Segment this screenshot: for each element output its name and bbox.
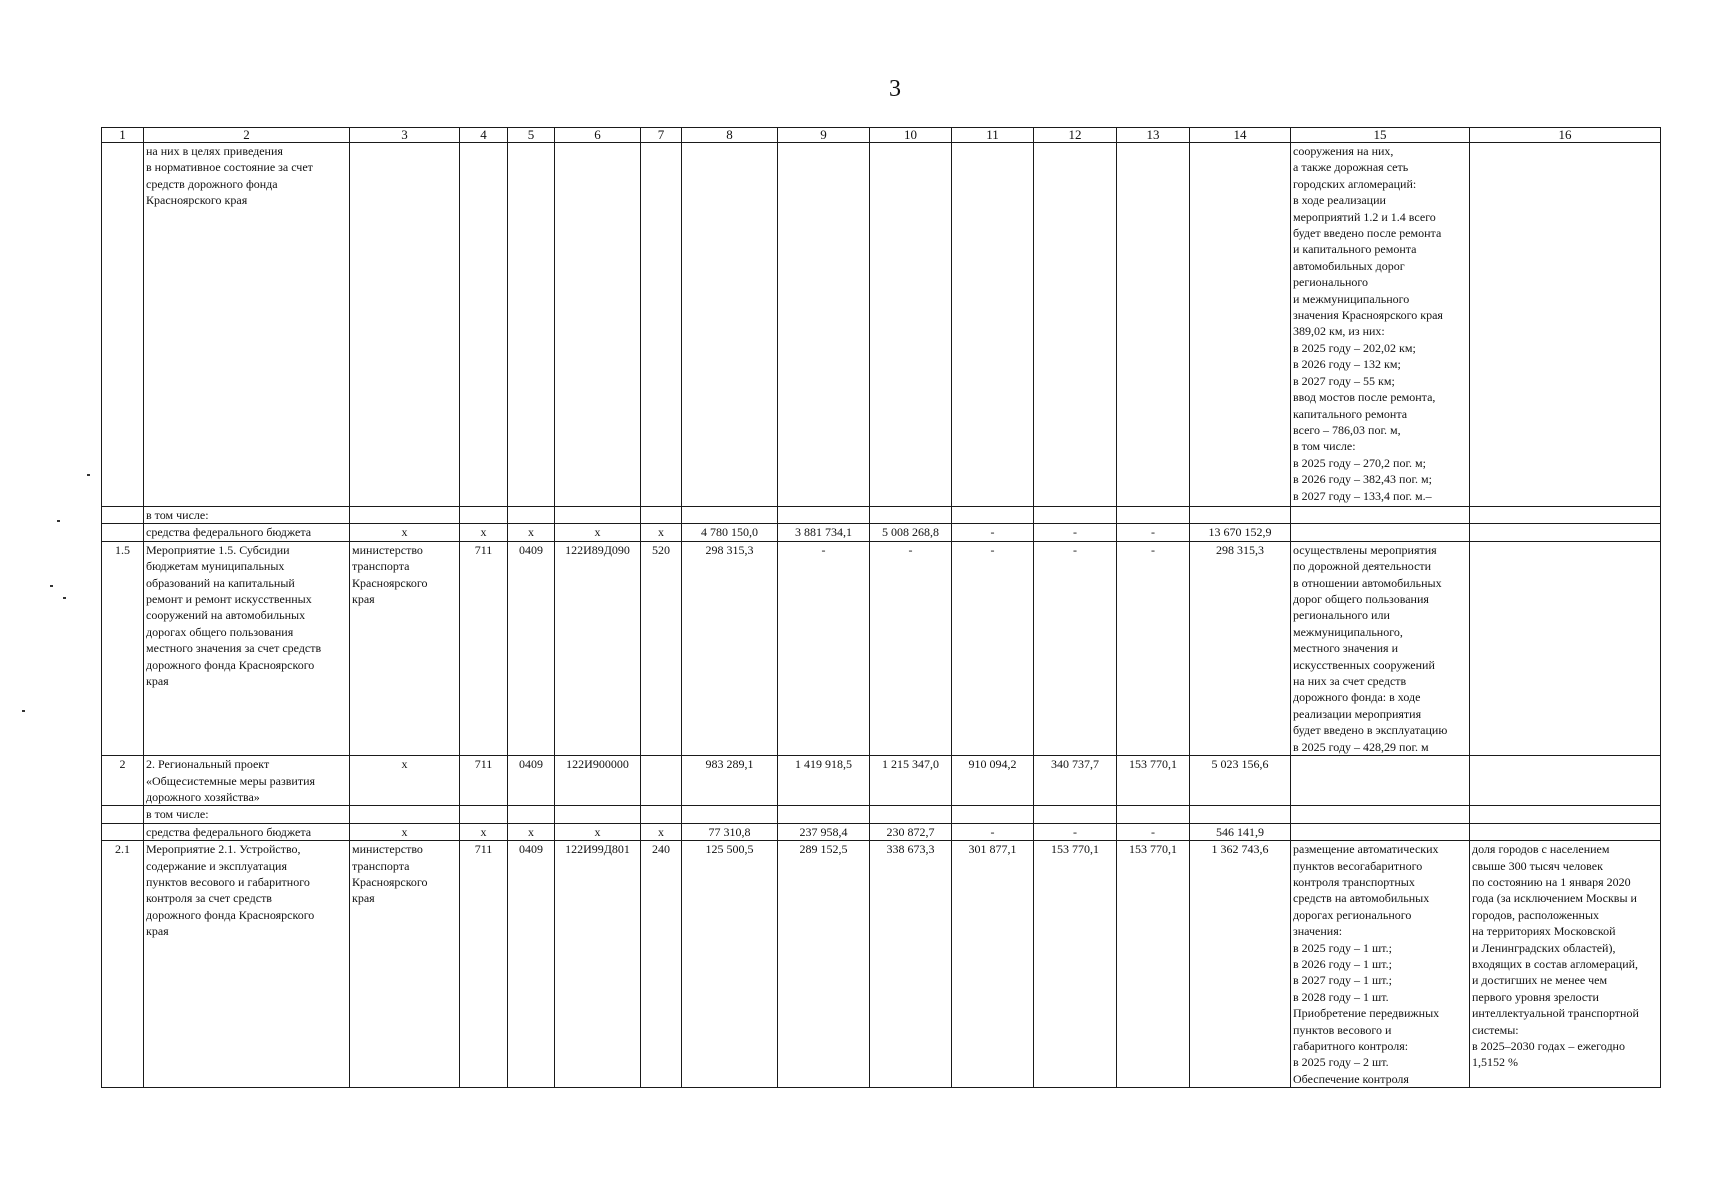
cell-value: х	[350, 756, 460, 806]
cell-value: 338 673,3	[870, 841, 952, 1088]
header-cell: 11	[952, 128, 1034, 143]
table-row-2	[102, 756, 1661, 806]
cell-value: 289 152,5	[778, 841, 870, 1088]
cell-value: х	[641, 524, 682, 541]
cell-value: 546 141,9	[1190, 823, 1291, 840]
table-row-continuation	[102, 143, 1661, 507]
cell-value: -	[1117, 541, 1190, 755]
cell-value: х	[350, 823, 460, 840]
cell-name: в том числе:	[144, 507, 350, 524]
cell-value: 301 877,1	[952, 841, 1034, 1088]
cell-value: -	[870, 541, 952, 755]
header-cell: 8	[682, 128, 778, 143]
cell-number: 1.5	[102, 541, 144, 755]
cell-value: х	[460, 823, 508, 840]
header-cell: 9	[778, 128, 870, 143]
cell-value: 3 881 734,1	[778, 524, 870, 541]
cell-value: 237 958,4	[778, 823, 870, 840]
cell-value: 0409	[508, 541, 555, 755]
program-table	[101, 127, 1661, 1088]
cell-name: на них в целях приведения в нормативное состояние за счет средств дорожного фонда Красноярского края	[144, 143, 350, 507]
cell-value: -	[952, 524, 1034, 541]
cell-name: 2. Региональный проект «Общесистемные меры развития дорожного хозяйства»	[144, 756, 350, 806]
cell-value: х	[641, 823, 682, 840]
header-cell: 4	[460, 128, 508, 143]
cell-result: сооружения на них, а также дорожная сеть городских агломераций: в ходе реализации мероприятий 1.2 и 1.4 всего будет введено после ремонта и капитального ремонта автомобильных дорог регионального и межмуниципального значения Красноярского края 389,02 км, из них: в 2025 году – 202,02 км; в 2026 году – 132 км; в 2027 году – 55 км; ввод мостов после ремонта, капитального ремонта всего – 786,03 пог. м, в том числе: в 2025 году – 270,2 пог. м; в 2026 году – 382,43 пог. м; в 2027 году – 133,4 пог. м.–	[1291, 143, 1470, 507]
cell-value: 1 215 347,0	[870, 756, 952, 806]
cell-name: Мероприятие 1.5. Субсидии бюджетам муниципальных образований на капитальный ремонт и ремонт искусственных сооружений на автомобильных дорогах общего пользования местного значения за счет средств дорожного фонда Красноярского края	[144, 541, 350, 755]
cell-value: 0409	[508, 756, 555, 806]
table-row-federal	[102, 524, 1661, 541]
header-cell: 5	[508, 128, 555, 143]
cell-value: х	[460, 524, 508, 541]
cell-value: -	[1034, 823, 1117, 840]
cell-value: -	[778, 541, 870, 755]
cell-value: -	[952, 541, 1034, 755]
cell-value: 153 770,1	[1117, 756, 1190, 806]
cell-value: 298 315,3	[1190, 541, 1291, 755]
cell-value: 5 008 268,8	[870, 524, 952, 541]
cell-value: 298 315,3	[682, 541, 778, 755]
cell-value: 122И89Д090	[555, 541, 641, 755]
cell-value: х	[555, 524, 641, 541]
cell-value: 520	[641, 541, 682, 755]
cell-name: Мероприятие 2.1. Устройство, содержание и эксплуатация пунктов весового и габаритного контроля за счет средств дорожного фонда Красноярского края	[144, 841, 350, 1088]
cell-value: х	[350, 524, 460, 541]
scan-mark	[63, 597, 66, 599]
cell-value: 711	[460, 841, 508, 1088]
cell-value: 230 872,7	[870, 823, 952, 840]
header-cell: 12	[1034, 128, 1117, 143]
cell-value: х	[508, 524, 555, 541]
header-cell: 2	[144, 128, 350, 143]
cell-value: -	[1034, 524, 1117, 541]
cell-value: -	[1117, 524, 1190, 541]
header-row	[102, 128, 1661, 143]
scan-mark	[57, 520, 60, 522]
table-row-2-1	[102, 841, 1661, 1088]
table-row-federal	[102, 823, 1661, 840]
cell-value: х	[555, 823, 641, 840]
cell-result: размещение автоматических пунктов весогабаритного контроля транспортных средств на автомобильных дорогах регионального значения: в 2025 году – 1 шт.; в 2026 году – 1 шт.; в 2027 году – 1 шт.; в 2028 году – 1 шт. Приобретение передвижных пунктов весового и габаритного контроля: в 2025 году – 2 шт. Обеспечение контроля	[1291, 841, 1470, 1088]
cell-name: средства федерального бюджета	[144, 524, 350, 541]
header-cell: 3	[350, 128, 460, 143]
cell-value	[641, 756, 682, 806]
cell-value: 122И900000	[555, 756, 641, 806]
cell-value: 0409	[508, 841, 555, 1088]
cell-number	[102, 143, 144, 507]
header-cell: 13	[1117, 128, 1190, 143]
scan-mark	[22, 710, 25, 712]
cell-value: 4 780 150,0	[682, 524, 778, 541]
cell-value: 711	[460, 756, 508, 806]
cell-name: в том числе:	[144, 806, 350, 823]
cell-value: 910 094,2	[952, 756, 1034, 806]
cell-value: 1 419 918,5	[778, 756, 870, 806]
cell-number: 2	[102, 756, 144, 806]
cell-executor: министерство транспорта Красноярского края	[350, 841, 460, 1088]
header-cell: 1	[102, 128, 144, 143]
cell-value: 77 310,8	[682, 823, 778, 840]
cell-indicator: доля городов с населением свыше 300 тысяч человек по состоянию на 1 января 2020 года (за исключением Москвы и городов, расположенных на территориях Московской и Ленинградских областей), входящих в состав агломераций, и достигших не менее чем первого уровня зрелости интеллектуальной транспортной системы: в 2025–2030 годах – ежегодно 1,5152 %	[1470, 841, 1661, 1088]
cell-value: -	[952, 823, 1034, 840]
cell-executor: министерство транспорта Красноярского края	[350, 541, 460, 755]
cell-value: -	[1117, 823, 1190, 840]
cell-value: 5 023 156,6	[1190, 756, 1291, 806]
scan-mark	[50, 585, 53, 587]
cell-value: 122И99Д801	[555, 841, 641, 1088]
cell-result: осуществлены мероприятия по дорожной деятельности в отношении автомобильных дорог общего пользования регионального или межмуниципального, местного значения и искусственных сооружений на них за счет средств дорожного фонда: в ходе реализации мероприятия будет введено в эксплуатацию в 2025 году – 428,29 пог. м	[1291, 541, 1470, 755]
cell-value: 1 362 743,6	[1190, 841, 1291, 1088]
header-cell: 14	[1190, 128, 1291, 143]
table-row-including	[102, 507, 1661, 524]
cell-value: 153 770,1	[1117, 841, 1190, 1088]
cell-value: 13 670 152,9	[1190, 524, 1291, 541]
header-cell: 7	[641, 128, 682, 143]
cell-value: -	[1034, 541, 1117, 755]
cell-value: 983 289,1	[682, 756, 778, 806]
scan-mark	[87, 474, 90, 476]
cell-value: 240	[641, 841, 682, 1088]
header-cell: 10	[870, 128, 952, 143]
page-number: 3	[889, 76, 901, 102]
header-cell: 15	[1291, 128, 1470, 143]
cell-value: 125 500,5	[682, 841, 778, 1088]
cell-name: средства федерального бюджета	[144, 823, 350, 840]
cell-value: 340 737,7	[1034, 756, 1117, 806]
header-cell: 16	[1470, 128, 1661, 143]
cell-value: 153 770,1	[1034, 841, 1117, 1088]
header-cell: 6	[555, 128, 641, 143]
cell-value: х	[508, 823, 555, 840]
cell-value: 711	[460, 541, 508, 755]
table-row-1-5	[102, 541, 1661, 755]
cell-number: 2.1	[102, 841, 144, 1088]
table-row-including	[102, 806, 1661, 823]
